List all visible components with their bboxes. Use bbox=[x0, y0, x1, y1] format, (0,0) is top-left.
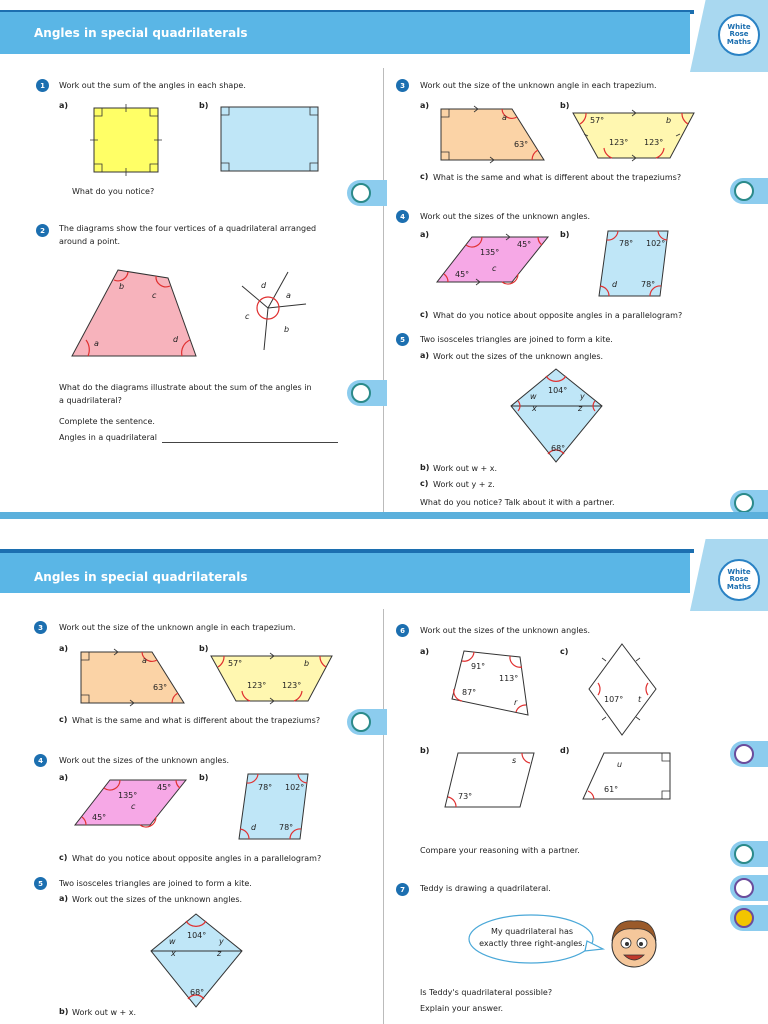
discuss-badge-1 bbox=[347, 180, 373, 206]
q6-compare: Compare your reasoning with a partner. bbox=[420, 846, 580, 855]
q2-point-c: c bbox=[245, 312, 250, 321]
q2-text-1: The diagrams show the four vertices of a quadrilateral arranged bbox=[59, 224, 317, 233]
question-number-5b: 5 bbox=[34, 877, 47, 890]
q4b-angle-d: d bbox=[251, 823, 257, 832]
q4b-angle-45b: 45° bbox=[92, 813, 107, 822]
q2-sentence: Angles in a quadrilateral bbox=[59, 433, 157, 442]
q2-angle-c: c bbox=[152, 291, 157, 300]
q4-part-a: a) bbox=[420, 230, 430, 239]
q5-angle-68: 68° bbox=[551, 444, 566, 453]
discuss-badge-9 bbox=[730, 905, 756, 931]
q6-part-d: d) bbox=[560, 746, 570, 755]
question-number-5: 5 bbox=[396, 333, 409, 346]
q5-angle-104: 104° bbox=[548, 386, 568, 395]
q3-text: Work out the size of the unknown angle in each trapezium. bbox=[420, 81, 657, 90]
q5b-text: Two isosceles triangles are joined to form a kite. bbox=[59, 879, 252, 888]
answer-line[interactable] bbox=[162, 442, 338, 443]
discuss-badge-3 bbox=[730, 178, 756, 204]
bubble-line-2: exactly three right-angles. bbox=[479, 939, 585, 948]
q2-angle-b: b bbox=[119, 282, 125, 291]
q4-angle-c: c bbox=[492, 264, 497, 273]
q1-part-a: a) bbox=[59, 101, 69, 110]
q2-point-b: b bbox=[284, 325, 290, 334]
q5-angle-y: y bbox=[580, 392, 585, 401]
q4b-part-c: c) bbox=[59, 853, 68, 862]
q5-angle-x: x bbox=[532, 404, 537, 413]
q6-angle-r: r bbox=[514, 698, 518, 707]
q6-part-b: b) bbox=[420, 746, 430, 755]
copyright-notice: © White Rose Maths 2020 bbox=[677, 530, 756, 537]
q2-text-2: around a point. bbox=[59, 237, 121, 246]
discuss-badge-7 bbox=[730, 841, 756, 867]
question-number-3b: 3 bbox=[34, 621, 47, 634]
q4-angle-45a: 45° bbox=[517, 240, 532, 249]
q3b-angle-b: b bbox=[304, 659, 310, 668]
q1-text: Work out the sum of the angles in each shape. bbox=[59, 81, 246, 90]
q5b-angle-z: z bbox=[217, 949, 222, 958]
q5-c-text: Work out y + z. bbox=[433, 480, 495, 489]
q4b-part-b: b) bbox=[199, 773, 209, 782]
discuss-badge-6 bbox=[730, 741, 756, 767]
q5-angle-w: w bbox=[530, 392, 537, 401]
q5b-b-text: Work out w + x. bbox=[72, 1008, 137, 1017]
q1-notice: What do you notice? bbox=[72, 187, 155, 196]
q3-angle-123b: 123° bbox=[644, 138, 664, 147]
q4b-angle-102: 102° bbox=[285, 783, 305, 792]
right-trapezium-diagram bbox=[440, 108, 546, 162]
white-rose-logo: White Rose Maths bbox=[718, 14, 760, 56]
q4b-angle-78b: 78° bbox=[279, 823, 294, 832]
square-diagram bbox=[86, 100, 166, 180]
q2-point-d: d bbox=[261, 281, 267, 290]
q6c-rhombus bbox=[588, 643, 658, 737]
question-number-7: 7 bbox=[396, 883, 409, 896]
q5b-angle-w: w bbox=[169, 937, 176, 946]
q6-angle-u: u bbox=[617, 760, 623, 769]
question-number-2: 2 bbox=[36, 224, 49, 237]
q6-angle-87: 87° bbox=[462, 688, 477, 697]
white-rose-logo-2: White Rose Maths bbox=[718, 559, 760, 601]
q5b-angle-104: 104° bbox=[187, 931, 207, 940]
teddy-character bbox=[606, 911, 662, 975]
discuss-badge-8 bbox=[730, 875, 756, 901]
q4-angle-135: 135° bbox=[480, 248, 500, 257]
angles-around-point-diagram bbox=[240, 270, 310, 352]
bubble-line-1: My quadrilateral has bbox=[490, 927, 574, 936]
q6-angle-107: 107° bbox=[604, 695, 624, 704]
q5-a-text: Work out the sizes of the unknown angles. bbox=[433, 352, 604, 361]
page-title-2: Angles in special quadrilaterals bbox=[34, 570, 248, 584]
q4-angle-78b: 78° bbox=[641, 280, 656, 289]
q6-angle-113: 113° bbox=[499, 674, 519, 683]
q5-part-b: b) bbox=[420, 463, 430, 472]
q3b-angle-123b: 123° bbox=[282, 681, 302, 690]
q5-notice: What do you notice? Talk about it with a partner. bbox=[420, 498, 615, 507]
q6-angle-91: 91° bbox=[471, 662, 486, 671]
q3-part-c: c) bbox=[420, 172, 429, 181]
q1-part-b: b) bbox=[199, 101, 209, 110]
q2-angle-a: a bbox=[94, 339, 99, 348]
column-divider bbox=[383, 68, 384, 512]
discuss-badge-5 bbox=[347, 709, 373, 735]
q2-question-2: a quadrilateral? bbox=[59, 396, 122, 405]
q3-angle-a: a bbox=[502, 113, 507, 122]
discuss-badge-4 bbox=[730, 490, 756, 512]
q4b-angle-c: c bbox=[131, 802, 136, 811]
q3b-angle-63: 63° bbox=[153, 683, 168, 692]
q6-angle-s: s bbox=[512, 756, 517, 765]
q7-question-2: Explain your answer. bbox=[420, 1004, 504, 1013]
q3-c-text: What is the same and what is different about the trapeziums? bbox=[433, 173, 682, 182]
q4-angle-102: 102° bbox=[646, 239, 666, 248]
q4b-angle-78a: 78° bbox=[258, 783, 273, 792]
q5b-part-a: a) bbox=[59, 894, 69, 903]
q7-text: Teddy is drawing a quadrilateral. bbox=[420, 884, 551, 893]
q4-text: Work out the sizes of the unknown angles. bbox=[420, 212, 591, 221]
q4b-text: Work out the sizes of the unknown angles. bbox=[59, 756, 230, 765]
q5-text: Two isosceles triangles are joined to form a kite. bbox=[420, 335, 613, 344]
q6-part-c: c) bbox=[560, 647, 569, 656]
q5-b-text: Work out w + x. bbox=[433, 464, 498, 473]
q3b-angle-57: 57° bbox=[228, 659, 243, 668]
q5-part-a: a) bbox=[420, 351, 430, 360]
q2-point-a: a bbox=[286, 291, 291, 300]
q6-text: Work out the sizes of the unknown angles. bbox=[420, 626, 591, 635]
q4b-part-a: a) bbox=[59, 773, 69, 782]
q6-angle-73: 73° bbox=[458, 792, 473, 801]
page-divider bbox=[0, 512, 768, 519]
q3b-text: Work out the size of the unknown angle in each trapezium. bbox=[59, 623, 296, 632]
q4b-angle-135: 135° bbox=[118, 791, 138, 800]
rectangle-diagram bbox=[220, 106, 320, 172]
q4-c-text: What do you notice about opposite angles in a parallelogram? bbox=[433, 311, 683, 320]
q6-angle-t: t bbox=[638, 695, 642, 704]
q6d-right-trapezium bbox=[582, 751, 672, 801]
page-title: Angles in special quadrilaterals bbox=[34, 26, 248, 40]
column-divider-2 bbox=[383, 609, 384, 1024]
q5-part-c: c) bbox=[420, 479, 429, 488]
parallelogram-pink-diagram bbox=[436, 236, 550, 284]
q5b-angle-68: 68° bbox=[190, 988, 205, 997]
q2-question-1: What do the diagrams illustrate about the sum of the angles in bbox=[59, 383, 312, 392]
q4-angle-d: d bbox=[612, 280, 618, 289]
q3-angle-123a: 123° bbox=[609, 138, 629, 147]
q4-angle-45b: 45° bbox=[455, 270, 470, 279]
q2-complete: Complete the sentence. bbox=[59, 417, 155, 426]
q4-part-b: b) bbox=[560, 230, 570, 239]
q3b-part-a: a) bbox=[59, 644, 69, 653]
worksheet-page-2 bbox=[0, 519, 768, 1024]
q4b-angle-45a: 45° bbox=[157, 783, 172, 792]
q6-part-a: a) bbox=[420, 647, 430, 656]
question-number-4b: 4 bbox=[34, 754, 47, 767]
q3-angle-63: 63° bbox=[514, 140, 529, 149]
q5-angle-z: z bbox=[578, 404, 583, 413]
question-number-6: 6 bbox=[396, 624, 409, 637]
q3b-part-c: c) bbox=[59, 715, 68, 724]
q7-question-1: Is Teddy's quadrilateral possible? bbox=[420, 988, 553, 997]
question-number-1: 1 bbox=[36, 79, 49, 92]
question-number-4: 4 bbox=[396, 210, 409, 223]
q4b-c-text: What do you notice about opposite angles in a parallelogram? bbox=[72, 854, 322, 863]
question-number-3: 3 bbox=[396, 79, 409, 92]
q4-angle-78a: 78° bbox=[619, 239, 634, 248]
q3b-c-text: What is the same and what is different about the trapeziums? bbox=[72, 716, 321, 725]
q4-part-c: c) bbox=[420, 310, 429, 319]
q3-part-a: a) bbox=[420, 101, 430, 110]
right-trapezium-diagram-2 bbox=[80, 651, 186, 705]
q5b-angle-x: x bbox=[171, 949, 176, 958]
q3-angle-57: 57° bbox=[590, 116, 605, 125]
q5b-angle-y: y bbox=[219, 937, 224, 946]
q5b-part-b: b) bbox=[59, 1007, 69, 1016]
q2-angle-d: d bbox=[173, 335, 179, 344]
q3b-part-b: b) bbox=[199, 644, 209, 653]
q3b-angle-123a: 123° bbox=[247, 681, 267, 690]
q6-angle-61: 61° bbox=[604, 785, 619, 794]
q3b-angle-a: a bbox=[142, 656, 147, 665]
discuss-badge-2 bbox=[347, 380, 373, 406]
q3-part-b: b) bbox=[560, 101, 570, 110]
q5b-a-text: Work out the sizes of the unknown angles. bbox=[72, 895, 243, 904]
quadrilateral-diagram bbox=[70, 268, 200, 360]
q3-angle-b: b bbox=[666, 116, 672, 125]
